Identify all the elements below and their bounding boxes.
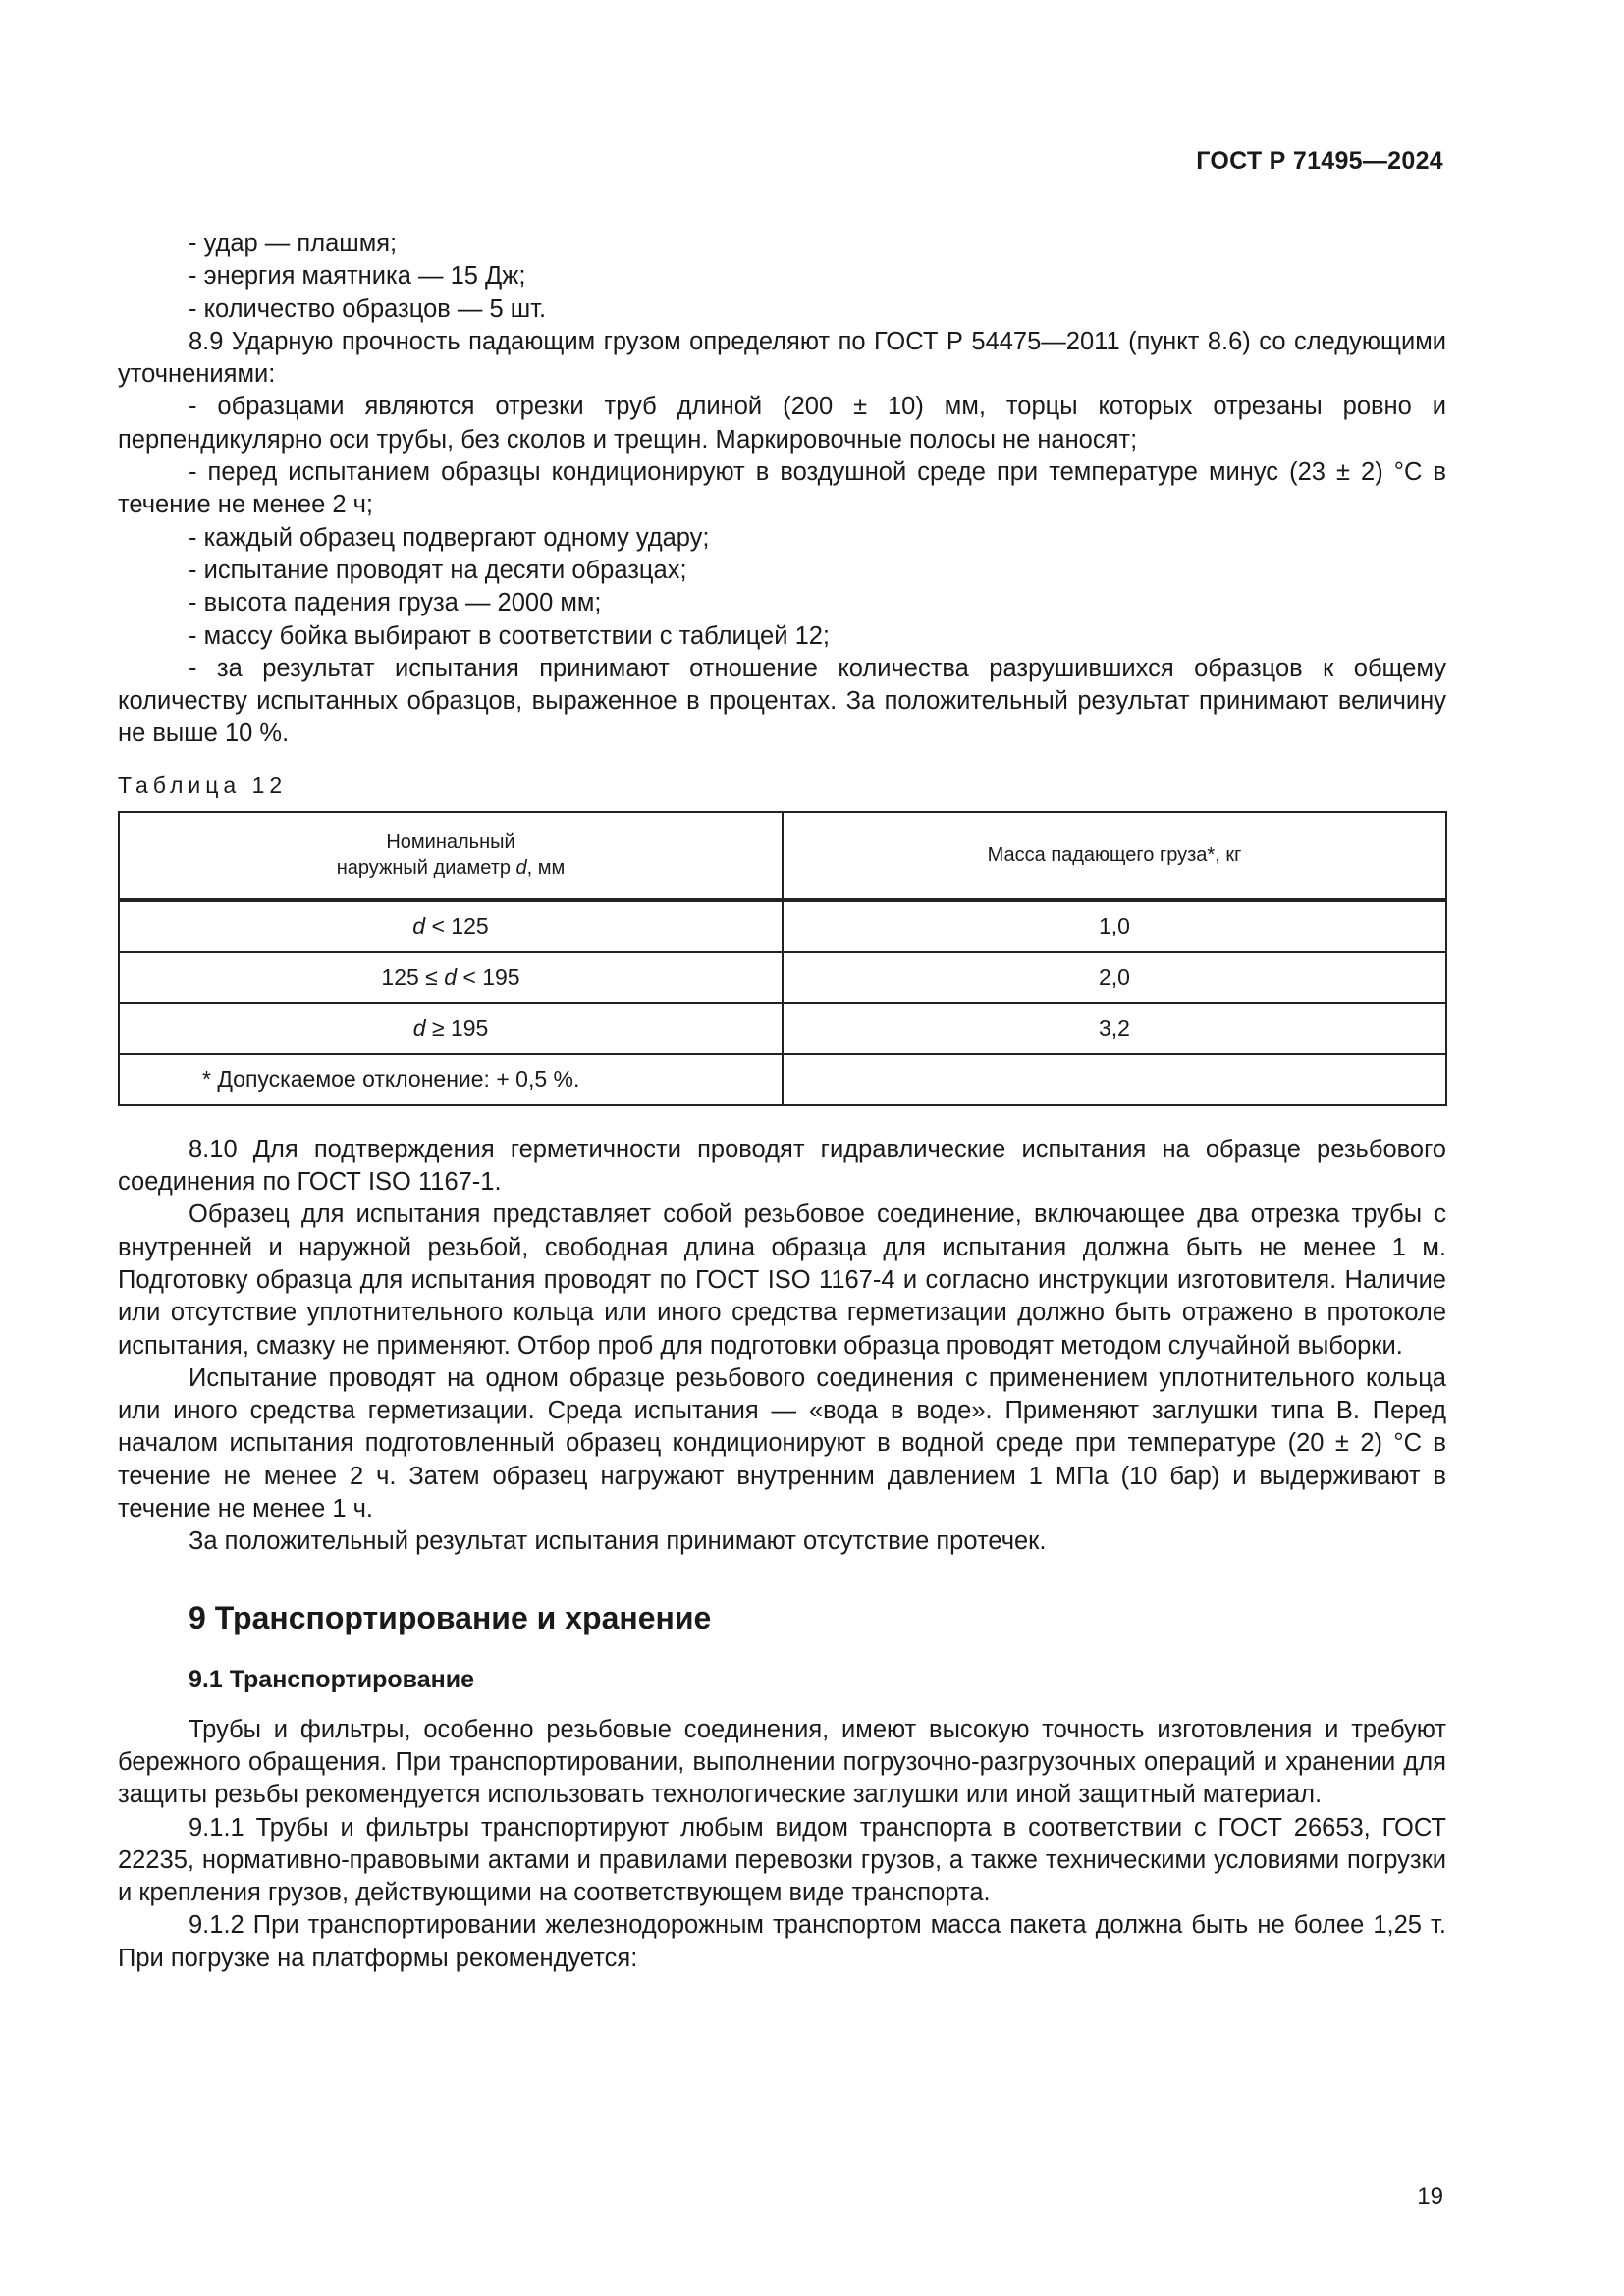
header-text: наружный диаметр (336, 857, 516, 880)
paragraph: За положительный результат испытания принимают отсутствие протечек. (189, 1527, 1047, 1556)
cell-text: < 125 (425, 913, 489, 939)
list-item: - массу бойка выбирают в соответствии с таблицей 12; (189, 621, 831, 650)
table-cell-mass: 3,2 (783, 1003, 1446, 1054)
cell-text: < 195 (456, 964, 520, 990)
table-12 (118, 811, 1447, 1106)
table-cell-empty (783, 1054, 1446, 1105)
table-row (119, 1003, 1446, 1054)
cell-variable: d (444, 964, 457, 990)
table-cell-diameter (119, 900, 783, 952)
paragraph-8-10: 8.10 Для подтверждения герметичности проводят гидравлические испытания на образце резьбового соединения по ГОСТ ISO 1167-1. (118, 1135, 1446, 1197)
header-line: Номинальный (386, 831, 515, 854)
list-item: - высота падения груза — 2000 мм; (189, 589, 602, 617)
table-header-diameter (119, 812, 783, 900)
subsection-9-1-title: 9.1 Транспортирование (189, 1665, 474, 1693)
header-text: , мм (526, 857, 566, 880)
cell-text: ≥ 195 (425, 1015, 489, 1041)
table-note: * Допускаемое отклонение: + 0,5 %. (119, 1054, 783, 1105)
list-item: - образцами являются отрезки труб длиной (200 ± 10) мм, торцы которых отрезаны ровно и перпендикулярно оси трубы, без сколов и трещин. Маркировочные полосы не наносят; (118, 393, 1446, 454)
table-cell-mass: 1,0 (783, 900, 1446, 952)
cell-variable: d (412, 1015, 426, 1041)
paragraph-9-1-1: 9.1.1 Трубы и фильтры транспортируют любым видом транспорта в соответствии с ГОСТ 26653, ГОСТ 22235, нормативно-правовыми актами и правилами перевозки грузов, а также техническими условиями погрузки и крепления грузов, действующими на соответствующем виде транспорта. (118, 1813, 1446, 1907)
page-content (118, 228, 1446, 1975)
page-number: 19 (1417, 2183, 1443, 2210)
cell-text: 125 ≤ (381, 964, 445, 990)
paragraph-8-9: 8.9 Ударную прочность падающим грузом определяют по ГОСТ Р 54475—2011 (пункт 8.6) со следующими уточнениями: (118, 327, 1446, 389)
list-item: - количество образцов — 5 шт. (189, 294, 547, 323)
table-cell-diameter (119, 952, 783, 1003)
paragraph: Трубы и фильтры, особенно резьбовые соединения, имеют высокую точность изготовления и требуют бережного обращения. При транспортировании, выполнении погрузочно-разгрузочных операций и хранении для защиты резьбы рекомендуется использовать технологические заглушки или иной защитный материал. (118, 1715, 1446, 1809)
paragraph-9-1-2: 9.1.2 При транспортировании железнодорожным транспортом масса пакета должна быть не более 1,25 т. При погрузке на платформы рекомендуется: (118, 1911, 1446, 1972)
list-item: - перед испытанием образцы кондиционируют в воздушной среде при температуре минус (23 ± 2) °С в течение не менее 2 ч; (118, 458, 1446, 519)
table-caption: Таблица 12 (118, 772, 288, 798)
paragraph: Образец для испытания представляет собой резьбовое соединение, включающее два отрезка трубы с внутренней и наружной резьбой, свободная длина образца для испытания должна быть не менее 1 м. Подготовку образца для испытания проводят по ГОСТ ISO 1167-4 и согласно инструкции изготовителя. Наличие или отсутствие уплотнительного кольца или иного средства герметизации должно быть отражено в протоколе испытания, смазку не применяют. Отбор проб для подготовки образца проводят методом случайной выборки. (118, 1201, 1446, 1360)
header-variable: d (515, 857, 527, 880)
table-cell-diameter (119, 1003, 783, 1054)
table-row (119, 952, 1446, 1003)
list-item: - каждый образец подвергают одному удару; (189, 523, 710, 552)
table-header-mass: Масса падающего груза*, кг (783, 812, 1446, 900)
section-9-title: 9 Транспортирование и хранение (189, 1599, 712, 1635)
table-cell-mass: 2,0 (783, 952, 1446, 1003)
table-note-row (119, 1054, 1446, 1105)
list-item: - энергия маятника — 15 Дж; (189, 262, 526, 291)
table-header-row (119, 812, 1446, 900)
cell-variable: d (412, 913, 426, 939)
list-item: - удар — плашмя; (189, 230, 398, 257)
document-header: ГОСТ Р 71495—2024 (1196, 147, 1443, 175)
list-item: - за результат испытания принимают отношение количества разрушившихся образцов к общему количеству испытанных образцов, выраженное в процентах. За положительный результат принимают величину не выше 10 %. (118, 654, 1446, 748)
list-item: - испытание проводят на десяти образцах; (189, 556, 687, 584)
table-row (119, 900, 1446, 952)
paragraph: Испытание проводят на одном образце резьбового соединения с применением уплотнительного кольца или иного средства герметизации. Среда испытания — «вода в воде». Применяют заглушки типа В. Перед началом испытания подготовленный образец кондиционируют в водной среде при температуре (20 ± 2) °С в течение не менее 2 ч. Затем образец нагружают внутренним давлением 1 МПа (10 бар) и выдерживают в течение не менее 1 ч. (118, 1363, 1446, 1523)
